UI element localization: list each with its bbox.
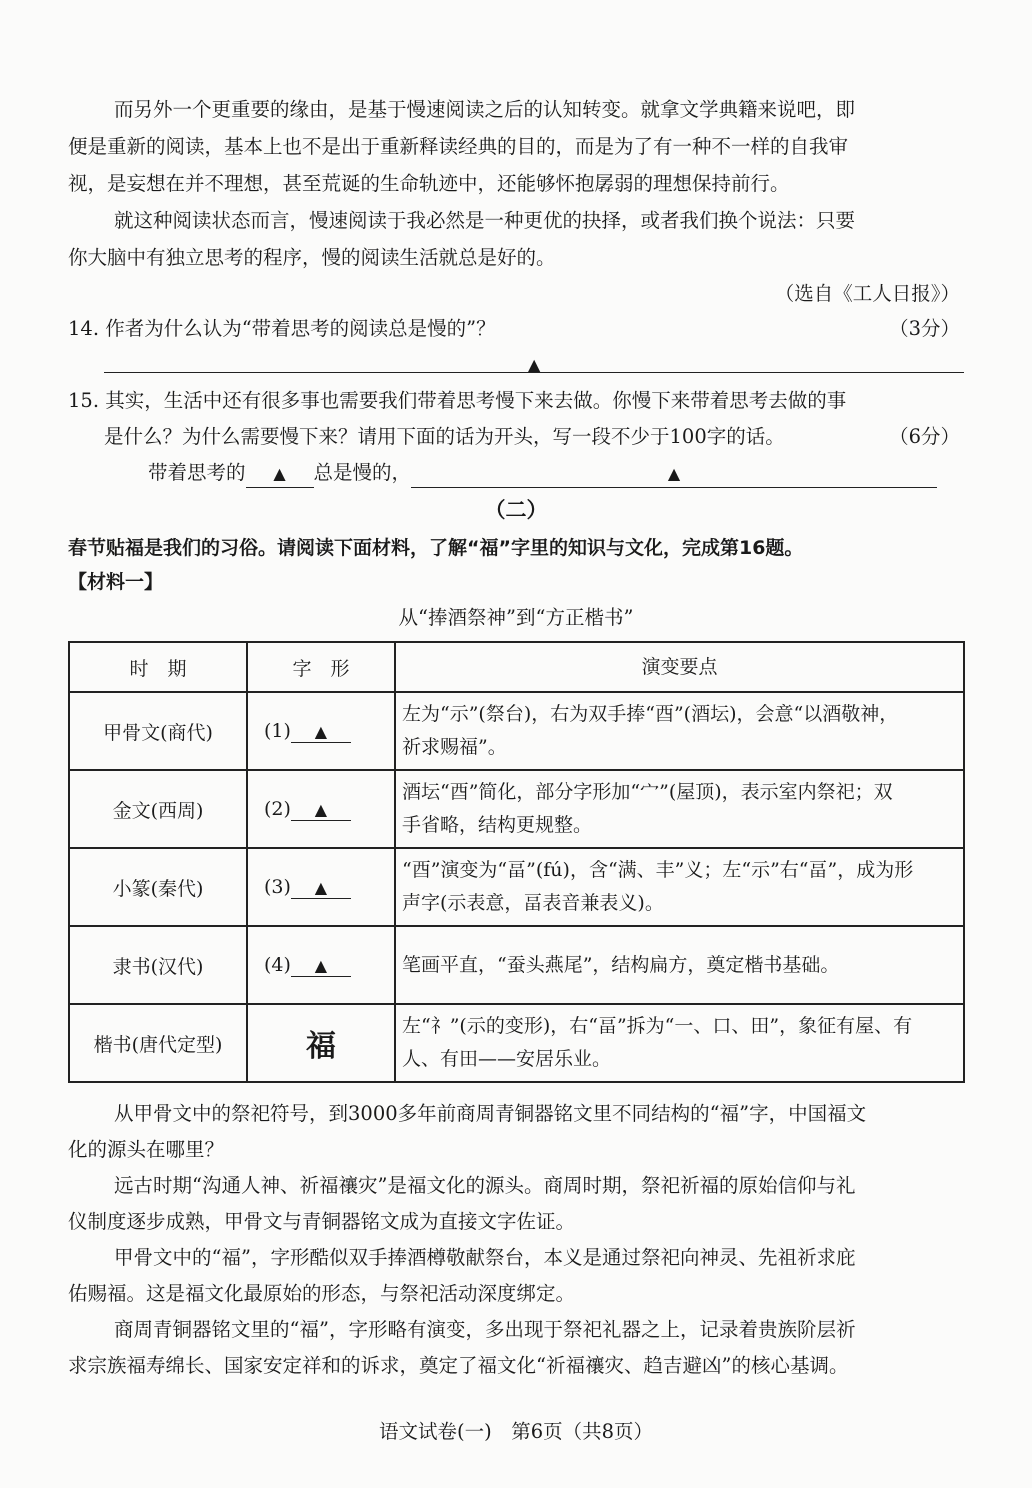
article-line: 从甲骨文中的祭祀符号，到3000多年前商周青铜器铭文里不同结构的“福”字，中国福文 [114,1102,867,1125]
page-footer: 语文试卷(一) 第6页（共8页） [378,1420,654,1443]
material-label: 【材料一】 [68,571,164,593]
points-line: “酉”演变为“畐”(fú)，含“满、丰”义；左“示”右“畐”，成为形 [402,859,914,881]
glyph-label: (2) [264,797,291,820]
article-line: 佑赐福。这是福文化最原始的形态，与祭祀活动深度绑定。 [68,1282,576,1305]
prompt-start: 带着思考的 [148,461,246,484]
period-cell: 隶书(汉代) [69,926,247,1004]
table-row [69,926,964,1004]
answer-marker: ▲ [314,877,328,897]
period-cell: 楷书(唐代定型) [69,1004,247,1082]
answer-line-14[interactable] [104,372,964,373]
points-line: 人、有田——安居乐业。 [402,1048,612,1070]
article-line: 化的源头在哪里？ [68,1138,225,1161]
prompt-middle: 总是慢的， [313,461,412,484]
points-cell [395,1004,964,1082]
table-row [69,848,964,926]
article-line: 远古时期“沟通人神、祈福禳灾”是福文化的源头。商周时期，祭祀祈福的原始信仰与礼 [114,1174,856,1197]
points-line: 祈求赐福”。 [402,736,507,758]
glyph-blank[interactable] [291,720,351,743]
points-line: 左“礻”(示的变形)，右“畐”拆为“一、口、田”，象征有屋、有 [402,1015,913,1037]
question-15-score: （6分） [889,425,960,448]
glyph-blank[interactable] [291,954,351,977]
glyph-cell [247,1004,395,1082]
points-line: 手省略，结构更规整。 [402,814,593,836]
points-cell [395,848,964,926]
glyph-cell[interactable] [247,770,395,848]
fill-blank-1[interactable] [246,460,314,488]
points-line: 左为“示”(祭台)，右为双手捧“酉”(酒坛)，会意“以酒敬神， [402,703,899,725]
fu-character: 福 [306,1029,336,1064]
glyph-label: (4) [264,953,291,976]
section-intro: 春节贴福是我们的习俗。请阅读下面材料，了解“福”字里的知识与文化，完成第16题。 [68,537,804,559]
glyph-cell[interactable] [247,926,395,1004]
glyph-blank[interactable] [291,876,351,899]
passage-line: 而另外一个更重要的缘由，是基于慢速阅读之后的认知转变。就拿文学典籍来说吧，即 [114,98,856,121]
table-header-row [69,642,964,692]
article-line: 求宗族福寿绵长、国家安定祥和的诉求，奠定了福文化“祈福禳灾、趋吉避凶”的核心基调。 [68,1354,849,1377]
answer-marker: ▲ [314,799,328,819]
glyph-blank[interactable] [291,798,351,821]
question-15-line1: 15. 其实，生活中还有很多事也需要我们带着思考慢下来去做。你慢下来带着思考去做的事 [68,389,847,412]
period-cell: 小篆(秦代) [69,848,247,926]
points-line: 笔画平直，“蚕头燕尾”，结构扁方，奠定楷书基础。 [402,953,840,976]
question-14: 14. 作者为什么认为“带着思考的阅读总是慢的”？ [68,317,496,340]
article-line: 甲骨文中的“福”，字形酷似双手捧酒樽敬献祭台，本义是通过祭祀向神灵、先祖祈求庇 [114,1246,856,1269]
passage-line: 你大脑中有独立思考的程序，慢的阅读生活就总是好的。 [68,246,556,269]
question-15-prompt [148,460,937,488]
passage-line: 视，是妄想在并不理想，甚至荒诞的生命轨迹中，还能够怀抱孱弱的理想保持前行。 [68,172,790,195]
question-14-score: （3分） [889,317,960,340]
answer-marker: ▲ [314,955,328,975]
article-line: 仪制度逐步成熟，甲骨文与青铜器铭文成为直接文字佐证。 [68,1210,576,1233]
glyph-label: (1) [264,719,291,742]
col-header-points: 演变要点 [395,642,964,692]
col-header-period: 时 期 [69,642,247,692]
col-header-glyph: 字 形 [247,642,395,692]
table-row [69,692,964,770]
points-cell [395,926,964,1004]
table-row [69,1004,964,1082]
glyph-label: (3) [264,875,291,898]
answer-marker: ▲ [667,464,681,483]
fill-blank-2[interactable] [411,460,937,488]
article-line: 商周青铜器铭文里的“福”，字形略有演变，多出现于祭祀礼器之上，记录着贵族阶层祈 [114,1318,856,1341]
period-cell: 甲骨文(商代) [69,692,247,770]
points-line: 酒坛“酉”简化，部分字形加“宀”(屋顶)，表示室内祭祀；双 [402,781,893,803]
source-citation: （选自《工人日报》） [774,282,960,305]
points-line: 声字(示表意，畐表音兼表义)。 [402,892,664,914]
passage-line: 便是重新的阅读，基本上也不是出于重新释读经典的目的，而是为了有一种不一样的自我审 [68,135,849,158]
evolution-table [68,641,965,1083]
glyph-cell[interactable] [247,692,395,770]
answer-marker: ▲ [314,721,328,741]
answer-marker: ▲ [528,355,541,374]
glyph-cell[interactable] [247,848,395,926]
passage-line: 就这种阅读状态而言，慢速阅读于我必然是一种更优的抉择，或者我们换个说法：只要 [114,209,856,232]
table-row [69,770,964,848]
table-title: 从“捧酒祭神”到“方正楷书” [398,606,634,629]
section-heading: （二） [484,498,548,522]
period-cell: 金文(西周) [69,770,247,848]
answer-marker: ▲ [273,464,286,483]
points-cell [395,770,964,848]
question-15-line2: 是什么？为什么需要慢下来？请用下面的话为开头，写一段不少于100字的话。 [104,425,785,448]
points-cell [395,692,964,770]
